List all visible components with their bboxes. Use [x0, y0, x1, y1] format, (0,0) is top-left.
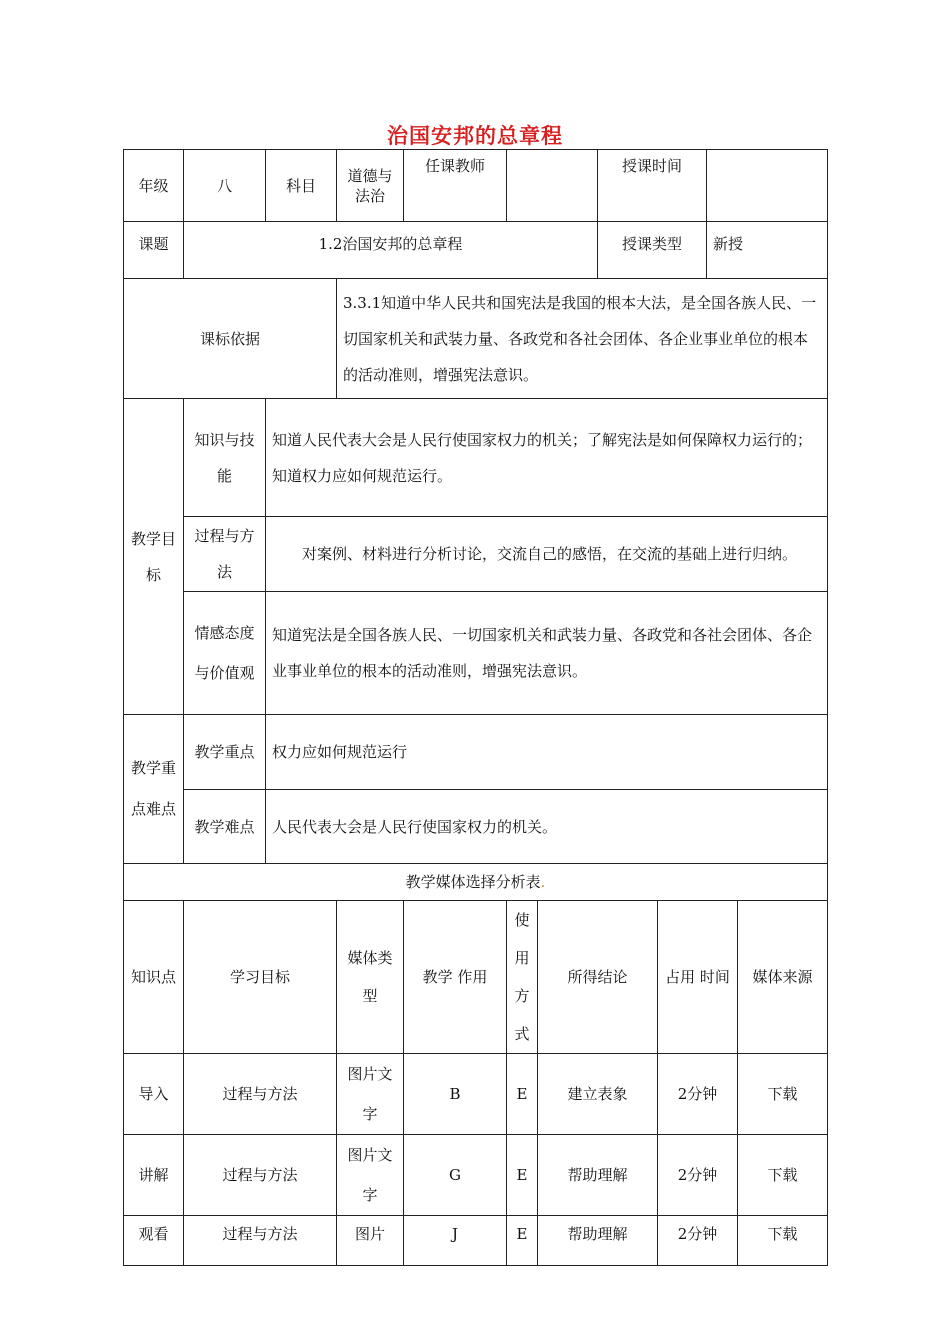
media-cell: 帮助理解 [538, 1135, 658, 1216]
grade-label: 年级 [124, 150, 184, 222]
decorative-dot: . [540, 873, 546, 891]
media-row [124, 1054, 828, 1135]
media-cell: 讲解 [124, 1135, 184, 1216]
media-cell: 下载 [738, 1054, 828, 1135]
media-cell: 图片 [337, 1216, 404, 1266]
difficulty-label: 教学难点 [184, 790, 266, 864]
media-cell: 2分钟 [658, 1135, 738, 1216]
media-header-cell: 所得结论 [538, 901, 658, 1054]
knowledge-text-1: 知道人民代表大会是人民行使国家权力的机关；了解宪法是如何保障权力运行的； [272, 430, 813, 449]
media-title-row [124, 864, 828, 901]
media-row [124, 1135, 828, 1216]
media-header-cell: 教学 作用 [404, 901, 507, 1054]
media-header-cell: 媒体类型 [337, 901, 404, 1054]
media-cell: 过程与方法 [184, 1135, 337, 1216]
media-cell: 2分钟 [658, 1216, 738, 1266]
standard-row [124, 279, 828, 399]
media-header-cell: 知识点 [124, 901, 184, 1054]
focus-label: 教学重点 [184, 715, 266, 790]
time-label: 授课时间 [598, 150, 707, 222]
media-header-cell: 学习目标 [184, 901, 337, 1054]
media-header-cell: 使用方式 [507, 901, 538, 1054]
media-cell: 帮助理解 [538, 1216, 658, 1266]
media-cell: 过程与方法 [184, 1054, 337, 1135]
header-row [124, 150, 828, 222]
media-cell: B [404, 1054, 507, 1135]
media-cell: 导入 [124, 1054, 184, 1135]
goals-label [124, 399, 184, 715]
media-header-cell: 媒体来源 [738, 901, 828, 1054]
type-value: 新授 [707, 222, 828, 279]
focus-row [124, 715, 828, 790]
media-cell: 下载 [738, 1135, 828, 1216]
keypoints-label: 教学重点难点 [124, 715, 184, 864]
goal-emotion-row [124, 592, 828, 715]
topic-label: 课题 [124, 222, 184, 279]
media-cell: E [507, 1216, 538, 1266]
grade-value: 八 [184, 150, 266, 222]
teacher-label: 任课教师 [404, 150, 507, 222]
teacher-value [507, 150, 598, 222]
media-cell: 过程与方法 [184, 1216, 337, 1266]
media-title-text: 教学媒体选择分析表 [405, 873, 541, 891]
media-header-row [124, 901, 828, 1054]
knowledge-text-2: 知道权力应如何规范运行。 [272, 466, 453, 485]
standard-label: 课标依据 [124, 279, 337, 399]
time-value [707, 150, 828, 222]
goals-label-text: 教学目标 [130, 529, 176, 584]
media-cell: 观看 [124, 1216, 184, 1266]
media-cell: 2分钟 [658, 1054, 738, 1135]
difficulty-text: 人民代表大会是人民行使国家权力的机关。 [266, 790, 828, 864]
media-cell: E [507, 1054, 538, 1135]
goal-knowledge-row [124, 399, 828, 517]
type-label: 授课类型 [598, 222, 707, 279]
media-cell: G [404, 1135, 507, 1216]
emotion-label: 情感态度与价值观 [184, 592, 266, 715]
media-cell: 图片文字 [337, 1054, 404, 1135]
standard-text: 3.3.1知道中华人民共和国宪法是我国的根本大法，是全国各族人民、一切国家机关和武装力量、各政党和各社会团体、各企业事业单位的根本的活动准则，增强宪法意识。 [337, 279, 828, 399]
topic-row [124, 222, 828, 279]
media-cell: 图片文字 [337, 1135, 404, 1216]
difficulty-row [124, 790, 828, 864]
subject-value: 道德与法治 [337, 150, 404, 222]
process-label: 过程与方法 [184, 517, 266, 592]
media-cell: 建立表象 [538, 1054, 658, 1135]
subject-label: 科目 [266, 150, 337, 222]
lesson-plan-table [123, 149, 827, 1266]
topic-value: 1.2治国安邦的总章程 [184, 222, 598, 279]
knowledge-text [266, 399, 828, 517]
goal-process-row [124, 517, 828, 592]
emotion-text: 知道宪法是全国各族人民、一切国家机关和武装力量、各政党和各社会团体、各企业事业单位的根本的活动准则，增强宪法意识。 [266, 592, 828, 715]
media-cell: E [507, 1135, 538, 1216]
media-header-cell: 占用 时间 [658, 901, 738, 1054]
focus-text: 权力应如何规范运行 [266, 715, 828, 790]
media-cell: J [404, 1216, 507, 1266]
process-text: 对案例、材料进行分析讨论，交流自己的感悟，在交流的基础上进行归纳。 [266, 517, 828, 592]
media-cell: 下载 [738, 1216, 828, 1266]
knowledge-label: 知识与技能 [184, 399, 266, 517]
media-row [124, 1216, 828, 1266]
media-title [124, 864, 828, 901]
page-title: 治国安邦的总章程 [387, 124, 563, 148]
